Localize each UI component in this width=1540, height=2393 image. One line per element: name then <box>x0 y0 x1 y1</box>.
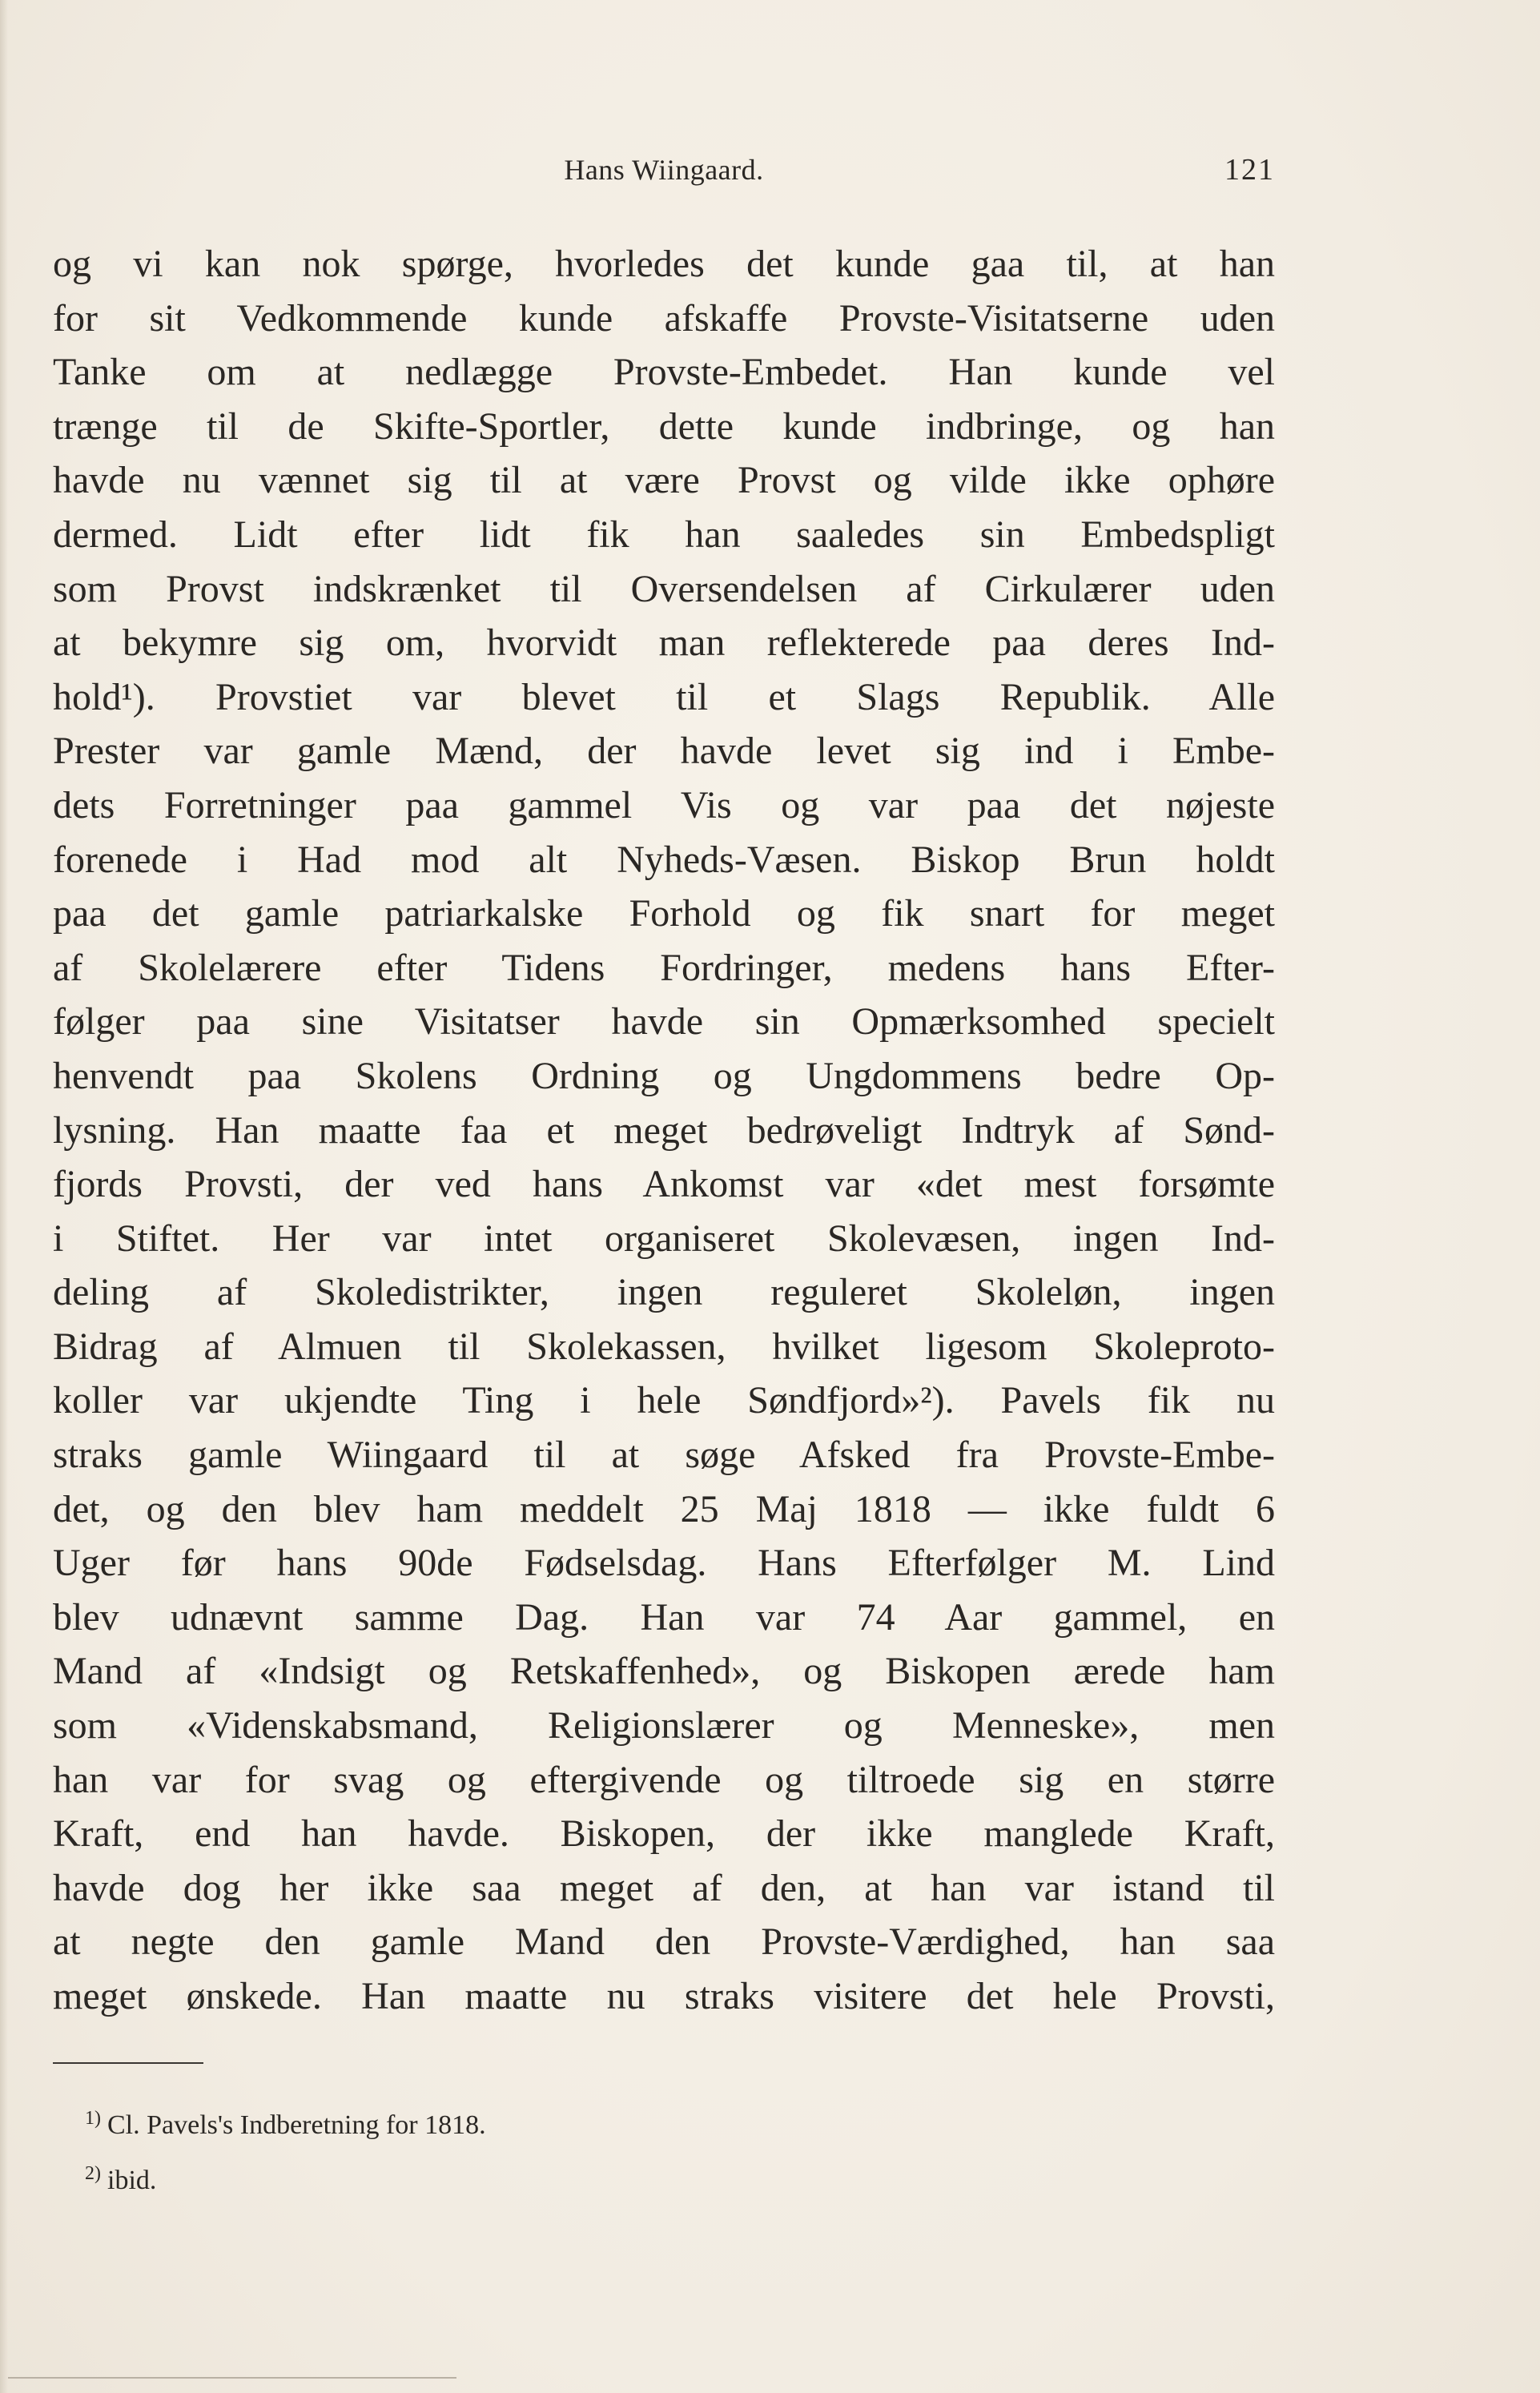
running-title: Hans Wiingaard. <box>564 154 764 186</box>
text-line: at bekymre sig om, hvorvidt man reflekterede paa deres Ind- <box>53 621 1275 665</box>
page-edge-shadow <box>0 0 8 2393</box>
text-line: i Stiftet. Her var intet organiseret Skolevæsen, ingen Ind- <box>53 1217 1275 1260</box>
text-line: Tanke om at nedlægge Provste-Embedet. Han kunde vel <box>53 351 1275 394</box>
page-number: 121 <box>1224 153 1275 187</box>
text-line: straks gamle Wiingaard til at søge Afsked fra Provste-Embe- <box>53 1434 1275 1477</box>
body-text <box>53 237 1275 2024</box>
footnote-marker: 2) <box>85 2163 101 2184</box>
text-line: havde nu vænnet sig til at være Provst og vilde ikke ophøre <box>53 459 1275 502</box>
text-line: dermed. Lidt efter lidt fik han saaledes sin Embedspligt <box>53 513 1275 556</box>
text-line: deling af Skoledistrikter, ingen reguleret Skoleløn, ingen <box>53 1271 1275 1314</box>
text-line: af Skolelærere efter Tidens Fordringer, medens hans Efter- <box>53 946 1275 989</box>
text-line: for sit Vedkommende kunde afskaffe Provste-Visitatserne uden <box>53 296 1275 340</box>
footnote-divider <box>53 2062 203 2064</box>
text-line: som «Videnskabsmand, Religionslærer og Menneske», men <box>53 1704 1275 1747</box>
text-line: dets Forretninger paa gammel Vis og var paa det nøjeste <box>53 783 1275 826</box>
text-line: trænge til de Skifte-Sportler, dette kunde indbringe, og han <box>53 404 1275 448</box>
text-line: hold¹). Provstiet var blevet til et Slags Republik. Alle <box>53 675 1275 718</box>
text-line: som Provst indskrænket til Oversendelsen af Cirkulærer uden <box>53 567 1275 610</box>
footnote <box>85 2150 1046 2205</box>
text-line: og vi kan nok spørge, hvorledes det kunde gaa til, at han <box>53 243 1275 285</box>
footnote-text: Cl. Pavels's Indberetning for 1818. <box>107 2110 486 2140</box>
text-line: henvendt paa Skolens Ordning og Ungdommens bedre Op- <box>53 1054 1275 1097</box>
text-line: det, og den blev ham meddelt 25 Maj 1818 — ikke fuldt 6 <box>53 1487 1275 1530</box>
text-line: lysning. Han maatte faa et meget bedrøveligt Indtryk af Sønd- <box>53 1108 1275 1152</box>
text-line: Bidrag af Almuen til Skolekassen, hvilket ligesom Skoleproto- <box>53 1325 1275 1368</box>
footnote-marker: 1) <box>85 2108 101 2129</box>
text-line: meget ønskede. Han maatte nu straks visitere det hele Provsti, <box>53 1975 1275 2017</box>
text-line: følger paa sine Visitatser havde sin Opmærksomhed specielt <box>53 1000 1275 1044</box>
footnote-text: ibid. <box>107 2166 157 2195</box>
footnote <box>85 2094 1046 2150</box>
text-line: koller var ukjendte Ting i hele Søndfjord»²). Pavels fik nu <box>53 1379 1275 1422</box>
text-line: fjords Provsti, der ved hans Ankomst var «det mest forsømte <box>53 1163 1275 1206</box>
text-line: havde dog her ikke saa meget af den, at han var istand til <box>53 1866 1275 1909</box>
text-line: blev udnævnt samme Dag. Han var 74 Aar gammel, en <box>53 1595 1275 1639</box>
text-line: Mand af «Indsigt og Retskaffenhed», og Biskopen ærede ham <box>53 1650 1275 1693</box>
text-line: forenede i Had mod alt Nyheds-Væsen. Biskop Brun holdt <box>53 838 1275 881</box>
text-line: paa det gamle patriarkalske Forhold og fik snart for meget <box>53 892 1275 935</box>
text-line: han var for svag og eftergivende og tiltroede sig en større <box>53 1758 1275 1801</box>
page-header <box>53 146 1275 194</box>
text-line: Uger før hans 90de Fødselsdag. Hans Efterfølger M. Lind <box>53 1542 1275 1585</box>
text-line: Prester var gamle Mænd, der havde levet sig ind i Embe- <box>53 730 1275 773</box>
text-line: at negte den gamle Mand den Provste-Værdighed, han saa <box>53 1920 1275 1964</box>
footnotes <box>85 2094 1046 2205</box>
scan-edge-line <box>8 2377 456 2379</box>
text-line: Kraft, end han havde. Biskopen, der ikke manglede Kraft, <box>53 1812 1275 1856</box>
